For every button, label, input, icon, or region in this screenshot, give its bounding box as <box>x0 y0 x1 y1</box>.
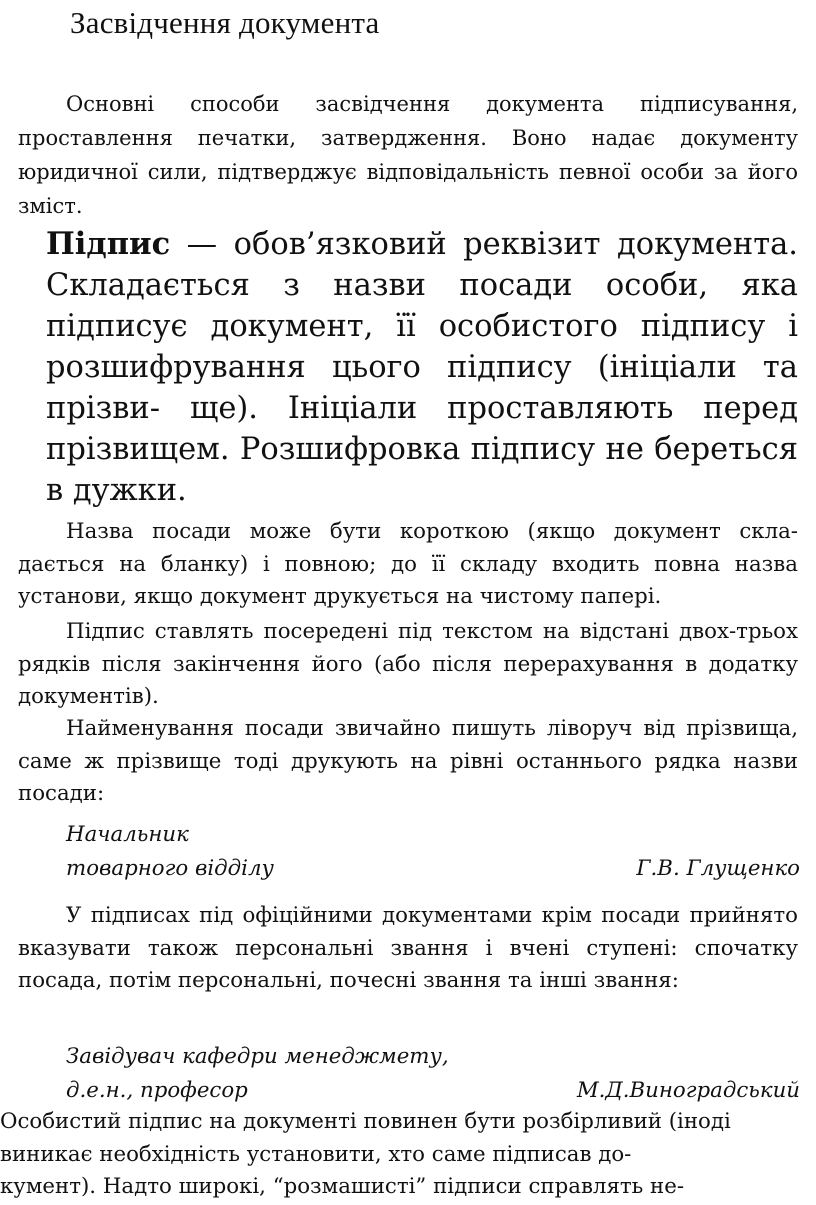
page-title: Засвідчення документа <box>70 5 380 40</box>
term-signature: Підпис <box>46 226 171 262</box>
paragraph-intro: Основні способи засвідчення документа підписування, проставлення печатки, затвердження. Воно надає документу юридичної сили, підтверджує відповідальність певної особи за його зміст. <box>18 92 798 218</box>
example2-name: М.Д.Виноградський <box>576 1078 800 1103</box>
paragraph-position-left: Найменування посади звичайно пишуть ліворуч від прізвища, саме ж прізвище тоді друкують на рівні останнього рядка назви посади: <box>18 716 798 806</box>
personal-signature-line3: кумент). Надто широкі, “розмашисті” підписи справлять не- <box>0 1174 685 1199</box>
personal-signature-line1: Особистий підпис на документі повинен бути розбірливий (іноді <box>0 1109 731 1134</box>
signature-example-2 <box>66 1040 800 1108</box>
example1-position-line1: Начальник <box>66 822 189 847</box>
paragraph-signature-definition <box>46 224 798 511</box>
example1-position-line2: товарного відділу <box>66 856 274 881</box>
signature-example-1 <box>66 818 800 886</box>
paragraph-personal-signature <box>0 1106 800 1204</box>
example1-name: Г.В. Глущенко <box>636 856 800 881</box>
personal-signature-line2: виникає необхідність установити, хто саме підписав до- <box>0 1141 632 1167</box>
example2-position-line1: Завідувач кафедри менеджмету, <box>66 1044 449 1069</box>
signature-definition-text: — обов’язковий реквізит документа. Складається з назви посади особи, яка підписує документ, її особистого підпису і розшифрування цього підпису (ініціали та прізви- ще). Ініціали проставляють перед прізвищем. Розшифровка підпису не береться в дужки. <box>46 227 798 508</box>
paragraph-signature-placement: Підпис ставлять посередені під текстом на відстані двох-трьох рядків після закінчення його (або після перерахування в додатку документів). <box>18 619 798 709</box>
paragraph-titles-degrees: У підписах під офіційними документами крім посади прийнято вказувати також персональні звання і вчені ступені: спочатку посада, потім персональні, почесні звання та інші звання: <box>18 903 798 993</box>
example2-position-line2: д.е.н., професор <box>66 1078 248 1103</box>
paragraph-position-name: Назва посади може бути короткою (якщо документ скла-дається на бланку) і повною; до її складу входить повна назва установи, якщо документ друкується на чистому папері. <box>18 519 798 609</box>
